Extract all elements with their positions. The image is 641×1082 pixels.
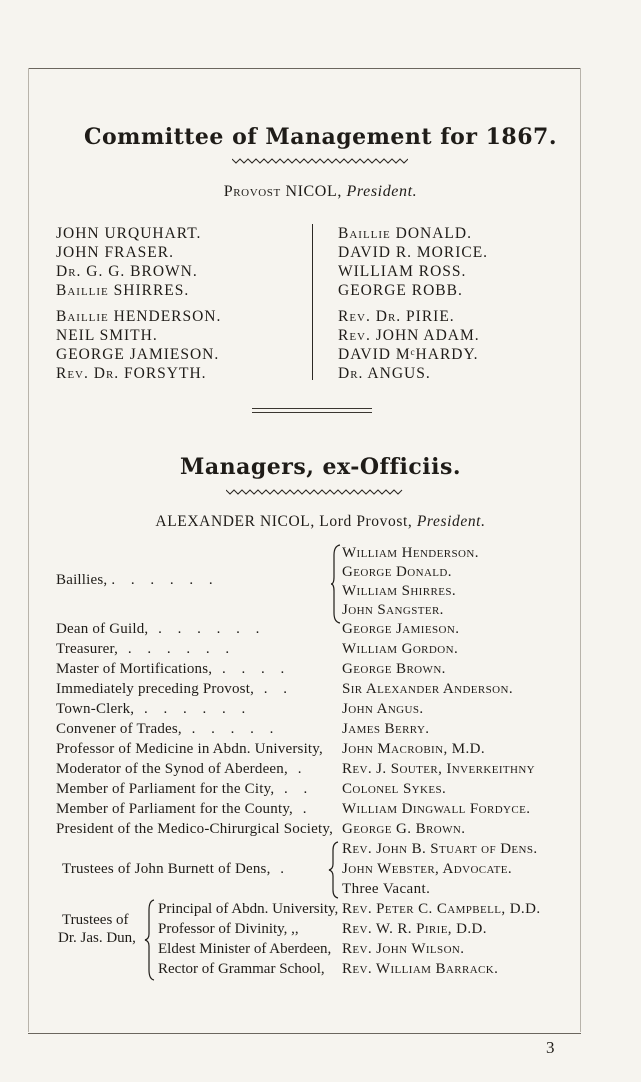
committee-member: Rev. JOHN ADAM. <box>338 327 480 344</box>
dun-holder: Rev. Peter C. Campbell, D.D. <box>342 901 541 917</box>
committee-member: Baillie SHIRRES. <box>56 282 190 299</box>
burnett-trustees-label: Trustees of John Burnett of Dens, . <box>62 861 291 877</box>
dun-office: Eldest Minister of Aberdeen, <box>158 941 332 957</box>
burnett-trustee: John Webster, Advocate. <box>342 861 513 877</box>
office-holder: Colonel Sykes. <box>342 781 447 797</box>
office-holder: John Macrobin, M.D. <box>342 741 486 757</box>
committee-member: DAVID R. MORICE. <box>338 244 489 261</box>
committee-member: GEORGE ROBB. <box>338 282 463 299</box>
office-label: Member of Parliament for the City, . . <box>56 781 314 797</box>
dun-holder: Rev. John Wilson. <box>342 941 465 957</box>
baillie-name: William Shirres. <box>342 583 457 599</box>
office-label: President of the Medico-Chirurgical Society, <box>56 821 334 837</box>
committee-member: JOHN FRASER. <box>56 244 174 261</box>
dun-trustees-label-2: Dr. Jas. Dun, <box>58 930 136 946</box>
managers-president-title: President. <box>416 513 486 530</box>
baillies-brace <box>330 543 342 625</box>
committee-member: NEIL SMITH. <box>56 327 158 344</box>
office-label: Immediately preceding Provost, . . <box>56 681 294 697</box>
page-frame <box>28 68 581 1034</box>
committee-ornament <box>232 156 408 166</box>
page-number: 3 <box>546 1038 555 1057</box>
dun-office: Principal of Abdn. University, <box>158 901 339 917</box>
office-label: Moderator of the Synod of Aberdeen, . <box>56 761 308 777</box>
committee-right-group-2 <box>338 307 480 383</box>
office-label: Master of Mortifications, . . . . <box>56 661 291 677</box>
dun-trustees-label-1: Trustees of <box>62 912 129 928</box>
frame-left-rule <box>28 68 29 1032</box>
dun-office: Professor of Divinity, ,, <box>158 921 299 937</box>
baillie-name: John Sangster. <box>342 602 444 618</box>
burnett-trustee: Three Vacant. <box>342 881 431 897</box>
office-label: Member of Parliament for the County, . <box>56 801 313 817</box>
office-holder: William Dingwall Fordyce. <box>342 801 531 817</box>
baillies-label-line <box>56 570 219 590</box>
committee-member: Dr. G. G. BROWN. <box>56 263 198 280</box>
column-divider <box>312 224 313 380</box>
baillies-label: Baillies, <box>56 572 108 588</box>
burnett-brace <box>328 840 340 900</box>
office-holder: John Angus. <box>342 701 424 717</box>
committee-right-group-1 <box>338 224 488 300</box>
dun-holder: Rev. W. R. Pirie, D.D. <box>342 921 487 937</box>
baillie-name: George Donald. <box>342 564 452 580</box>
office-label: Convener of Trades, . . . . . <box>56 721 280 737</box>
committee-member: GEORGE JAMIESON. <box>56 346 220 363</box>
dun-brace <box>144 898 156 982</box>
office-label: Dean of Guild, . . . . . . <box>56 621 266 637</box>
committee-heading: Committee of Management for 1867. <box>84 124 557 150</box>
committee-president-name: Provost NICOL, <box>223 183 342 200</box>
committee-member: Baillie DONALD. <box>338 225 472 242</box>
office-holder: George Jamieson. <box>342 621 460 637</box>
office-holder: James Berry. <box>342 721 430 737</box>
managers-heading: Managers, ex-Officiis. <box>180 454 461 480</box>
office-holder: George Brown. <box>342 661 446 677</box>
leader-dots: . . . . . . <box>111 572 219 588</box>
baillie-name: William Henderson. <box>342 545 479 561</box>
office-holder: George G. Brown. <box>342 821 466 837</box>
dun-office: Rector of Grammar School, <box>158 961 325 977</box>
office-label: Treasurer, . . . . . . <box>56 641 236 657</box>
committee-president-title: President. <box>346 183 418 200</box>
committee-member: Rev. Dr. PIRIE. <box>338 308 455 325</box>
section-divider-rule <box>252 408 372 413</box>
office-holder: Rev. J. Souter, Inverkeithny <box>342 761 536 777</box>
committee-member: JOHN URQUHART. <box>56 225 202 242</box>
office-holder: Sir Alexander Anderson. <box>342 681 514 697</box>
committee-member: DAVID MᶜHARDY. <box>338 346 479 363</box>
committee-member: Baillie HENDERSON. <box>56 308 222 325</box>
frame-right-rule <box>580 68 581 1032</box>
burnett-trustee: Rev. John B. Stuart of Dens. <box>342 841 538 857</box>
committee-left-group-1 <box>56 224 201 300</box>
committee-member: WILLIAM ROSS. <box>338 263 467 280</box>
office-label: Town-Clerk, . . . . . . <box>56 701 252 717</box>
committee-left-group-2 <box>56 307 221 383</box>
committee-member: Dr. ANGUS. <box>338 365 431 382</box>
office-holder: William Gordon. <box>342 641 459 657</box>
committee-member: Rev. Dr. FORSYTH. <box>56 365 207 382</box>
managers-ornament <box>226 487 406 497</box>
managers-president-name: ALEXANDER NICOL, Lord Provost, <box>155 513 413 530</box>
managers-president-line <box>0 513 641 531</box>
committee-president-line <box>0 183 641 201</box>
dun-holder: Rev. William Barrack. <box>342 961 499 977</box>
office-label: Professor of Medicine in Abdn. University, <box>56 741 323 757</box>
